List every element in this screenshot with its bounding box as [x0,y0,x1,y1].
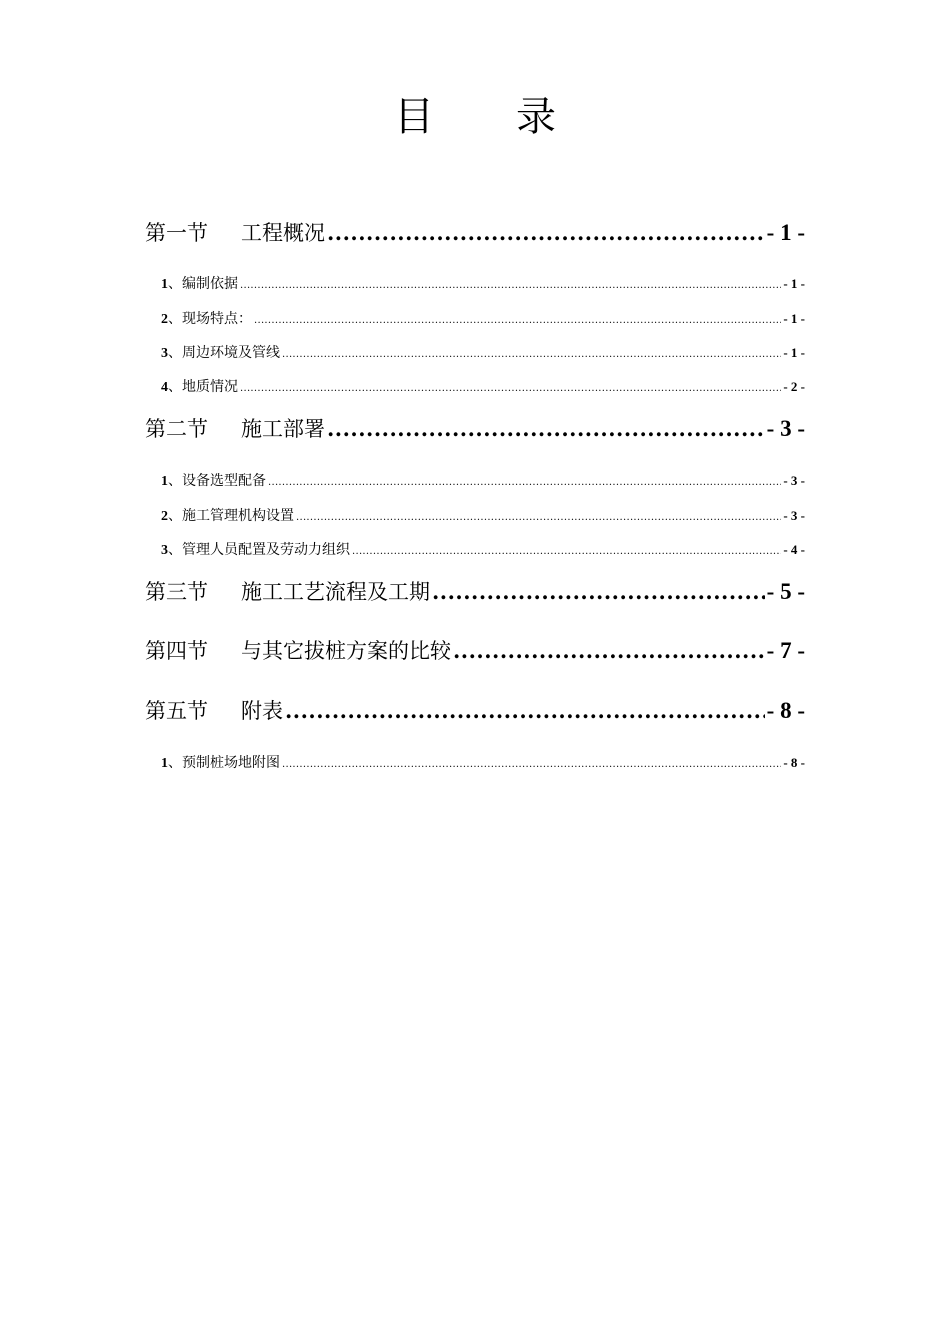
toc-entry-section-1[interactable] [145,218,805,248]
toc-section-number: 第四节 [145,639,208,663]
toc-section-number: 第三节 [145,580,208,604]
toc-entry-title: 与其它拔桩方案的比较 [241,639,451,663]
toc-entry-section-4[interactable] [145,636,805,666]
toc-item-number: 2 [161,312,168,327]
toc-entry-title: 施工部署 [241,417,325,441]
toc-page-number: - 8 - [766,698,805,723]
toc-page-number: - 4 - [783,542,805,557]
toc-section-number: 第五节 [145,699,208,723]
toc-leader-dots [268,473,781,493]
toc-leader-dots [282,345,781,365]
toc-page-number: - 1 - [783,345,805,360]
toc-leader-dots [282,755,781,775]
toc-entry-section-2[interactable] [145,414,805,444]
toc-leader-dots [327,414,765,444]
toc-item-number: 2 [161,509,168,524]
toc-entry-2-3[interactable] [161,540,805,560]
toc-leader-dots [432,577,765,607]
toc-leader-dots [327,218,765,248]
toc-section-number: 第一节 [145,221,208,245]
toc-item-number: 3 [161,543,168,558]
title-char-2: 录 [516,94,556,140]
toc-entry-1-2[interactable] [161,309,805,329]
toc-page-number: - 3 - [766,416,805,441]
toc-entry-1-4[interactable] [161,377,805,397]
toc-item-number: 1 [161,474,168,489]
toc-entry-title: 施工工艺流程及工期 [241,580,430,604]
toc-page-number: - 1 - [766,220,805,245]
toc-entry-section-5[interactable] [145,696,805,726]
title-char-1: 目 [394,94,434,140]
toc-page-number: - 8 - [783,755,805,770]
toc-entry-section-3[interactable] [145,577,805,607]
toc-entry-title: 工程概况 [241,221,325,245]
toc-leader-dots [240,379,781,399]
toc-page-number: - 1 - [783,276,805,291]
toc-entry-title: 、现场特点： [168,311,252,327]
toc-page-number: - 1 - [783,311,805,326]
toc-entry-title: 、编制依据 [168,276,238,292]
toc-section-number: 第二节 [145,417,208,441]
toc-item-number: 1 [161,277,168,292]
toc-leader-dots [240,276,781,296]
toc-entry-1-1[interactable] [161,274,805,294]
toc-leader-dots [352,542,781,562]
toc-entry-title: 、预制桩场地附图 [168,755,280,771]
table-of-contents [145,0,805,1344]
toc-entry-title: 、地质情况 [168,379,238,395]
toc-leader-dots [453,636,765,666]
toc-entry-title: 、周边环境及管线 [168,345,280,361]
toc-entry-title: 附表 [241,699,283,723]
toc-page-number: - 3 - [783,473,805,488]
toc-entry-title: 、设备选型配备 [168,473,266,489]
toc-entry-title: 、施工管理机构设置 [168,508,294,524]
toc-item-number: 1 [161,756,168,771]
toc-leader-dots [254,311,781,331]
toc-entry-title: 、管理人员配置及劳动力组织 [168,542,350,558]
toc-page-number: - 3 - [783,508,805,523]
toc-leader-dots [296,508,781,528]
toc-item-number: 3 [161,346,168,361]
toc-item-number: 4 [161,380,168,395]
toc-page-number: - 5 - [766,579,805,604]
toc-page-number: - 2 - [783,379,805,394]
toc-page-number: - 7 - [766,638,805,663]
toc-entry-5-1[interactable] [161,753,805,773]
toc-entry-1-3[interactable] [161,343,805,363]
toc-leader-dots [285,696,765,726]
toc-entry-2-1[interactable] [161,471,805,491]
toc-entry-2-2[interactable] [161,506,805,526]
